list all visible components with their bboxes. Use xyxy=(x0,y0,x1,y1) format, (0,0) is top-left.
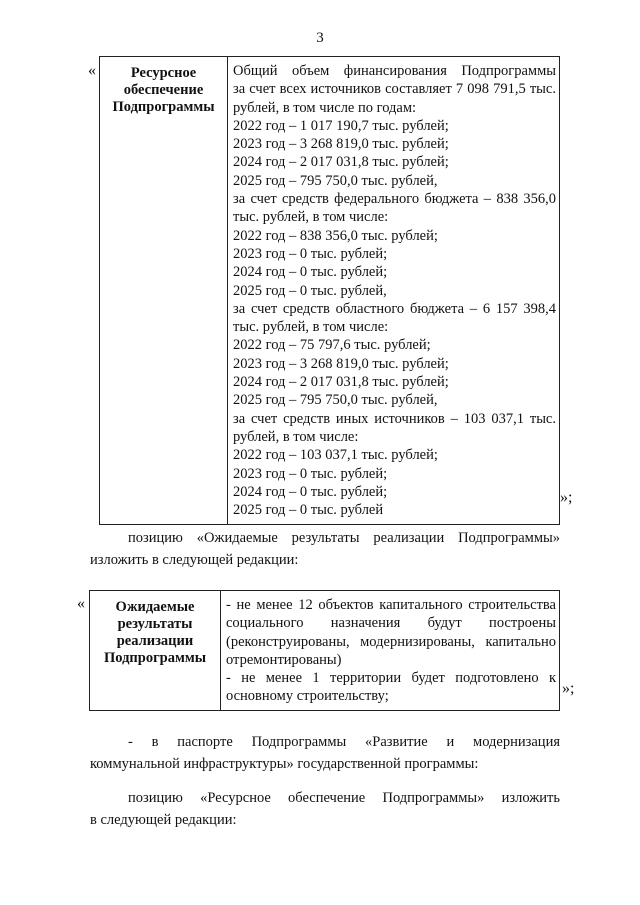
paragraph-passport xyxy=(90,731,560,775)
resource-label-cell xyxy=(100,57,228,525)
table1-text-line: 2023 год – 0 тыс. рублей; xyxy=(233,465,388,482)
table2-text-line: основному строительству; xyxy=(226,688,389,705)
page-number: 3 xyxy=(316,30,324,46)
table2-text-line: социального назначения будут построены xyxy=(226,615,556,632)
paragraph-3-line-1: позицию «Ресурсное обеспечение Подпрограммы» изложить xyxy=(128,790,560,806)
resource-label xyxy=(100,57,227,116)
table2-label-line: реализации xyxy=(116,633,194,649)
expected-lines xyxy=(221,591,559,710)
table2-text-line: - не менее 1 территории будет подготовлено к xyxy=(226,670,556,687)
paragraph-3-line-2: в следующей редакции: xyxy=(90,812,237,828)
open-quote-1: « xyxy=(88,62,96,79)
table1-text-line: 2025 год – 0 тыс. рублей xyxy=(233,502,384,519)
table1-text-line: 2024 год – 2 017 031,8 тыс. рублей; xyxy=(233,154,449,171)
open-quote-2: « xyxy=(77,595,85,612)
paragraph-1-line-2: изложить в следующей редакции: xyxy=(90,552,299,568)
table1-text-line: тыс. рублей, в том числе: xyxy=(233,319,389,336)
table1-text-line: 2022 год – 838 356,0 тыс. рублей; xyxy=(233,227,438,244)
table1-text-line: 2022 год – 103 037,1 тыс. рублей; xyxy=(233,447,438,464)
table2-label-line: Подпрограммы xyxy=(103,650,207,666)
table1-text-line: 2023 год – 0 тыс. рублей; xyxy=(233,245,388,262)
table1-text-line: за счет всех источников составляет 7 098 791,5 тыс. xyxy=(233,81,556,98)
table1-text-line: 2024 год – 0 тыс. рублей; xyxy=(233,483,388,500)
table1-text-line: 2022 год – 1 017 190,7 тыс. рублей; xyxy=(233,117,449,134)
paragraph-resource-position xyxy=(90,787,560,831)
table1-text-line: 2022 год – 75 797,6 тыс. рублей; xyxy=(233,337,431,354)
paragraph-1-line-1: позицию «Ожидаемые результаты реализации Подпрограммы» xyxy=(128,530,560,546)
expected-results-table xyxy=(89,590,560,711)
close-quote-1: »; xyxy=(560,489,573,506)
table1-text-line: рублей, в том числе: xyxy=(233,428,359,445)
table1-text-line: рублей, в том числе по годам: xyxy=(233,99,417,116)
paragraph-expected-results xyxy=(90,527,560,571)
table1-text-line: за счет средств иных источников – 103 037,1 тыс. xyxy=(233,410,556,427)
resource-table xyxy=(99,56,560,525)
table2-label-line: результаты xyxy=(117,616,193,632)
paragraph-2-line-2: коммунальной инфраструктуры» государственной программы: xyxy=(90,756,479,772)
expected-label-cell xyxy=(90,591,221,711)
table1-label-line: обеспечение xyxy=(123,82,204,98)
table2-label-line: Ожидаемые xyxy=(115,599,195,615)
table1-text-line: за счет средств областного бюджета – 6 157 398,4 xyxy=(233,300,556,317)
table1-text-line: Общий объем финансирования Подпрограммы xyxy=(233,63,556,79)
table1-text-line: 2023 год – 3 268 819,0 тыс. рублей; xyxy=(233,355,449,372)
expected-value-cell xyxy=(221,591,560,711)
table1-text-line: 2025 год – 795 750,0 тыс. рублей, xyxy=(233,392,438,409)
close-quote-2: »; xyxy=(562,680,575,697)
table1-text-line: 2024 год – 0 тыс. рублей; xyxy=(233,264,388,281)
table1-text-line: 2025 год – 0 тыс. рублей, xyxy=(233,282,387,299)
table1-text-line: тыс. рублей, в том числе: xyxy=(233,209,389,226)
expected-label xyxy=(90,591,220,667)
table1-text-line: 2023 год – 3 268 819,0 тыс. рублей; xyxy=(233,136,449,153)
table2-text-line: отремонтированы) xyxy=(226,651,342,668)
resource-lines xyxy=(228,57,559,524)
table2-text-line: (реконструированы, модернизированы, капитально xyxy=(226,633,556,650)
table1-text-line: за счет средств федерального бюджета – 838 356,0 xyxy=(233,191,556,208)
table1-label-line: Ресурсное xyxy=(130,65,197,81)
table1-label-line: Подпрограммы xyxy=(112,99,215,115)
paragraph-2-line-1: - в паспорте Подпрограммы «Развитие и модернизация xyxy=(128,734,560,750)
table2-text-line: - не менее 12 объектов капитального строительства xyxy=(226,597,556,613)
table1-text-line: 2025 год – 795 750,0 тыс. рублей, xyxy=(233,172,438,189)
table1-text-line: 2024 год – 2 017 031,8 тыс. рублей; xyxy=(233,374,449,391)
resource-value-cell xyxy=(228,57,560,525)
